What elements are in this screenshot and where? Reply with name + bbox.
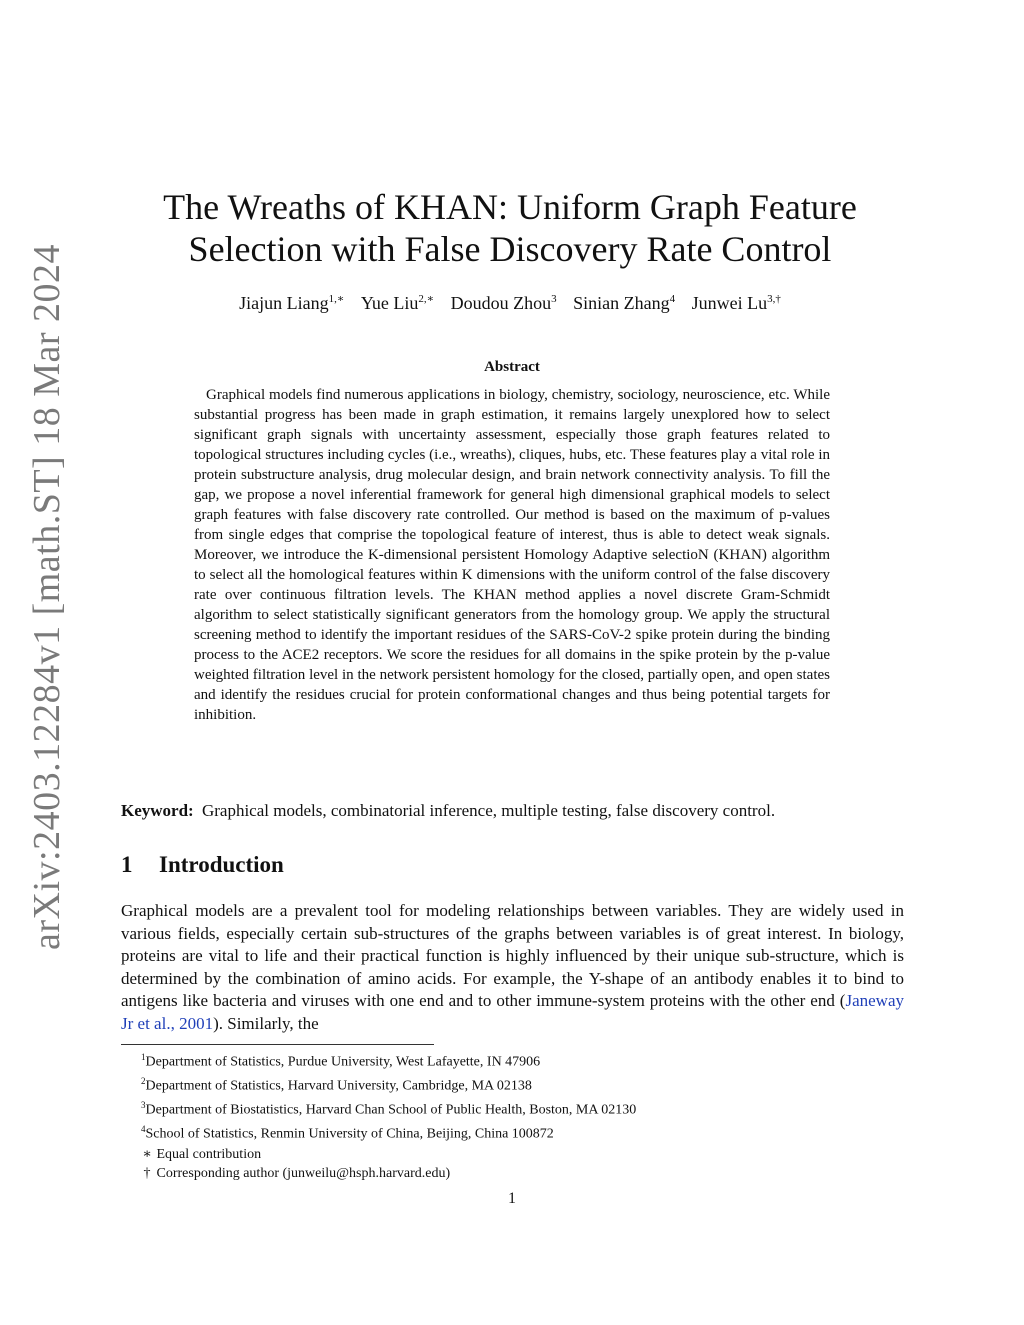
section-title: Introduction — [159, 852, 284, 877]
author: Doudou Zhou$^3$ — [450, 293, 557, 313]
affiliation-footnote: $^4$School of Statistics, Renmin University of China, Beijing, China 100872 — [141, 1124, 554, 1143]
page-number: 1 — [508, 1190, 516, 1207]
abstract-text: Graphical models find numerous applications in biology, chemistry, sociology, neuroscience, etc. While substantial progress has been made in graph estimation, it remains largely unexplored how to select significant graph signals with uncertainty assessment, especially those graph features related to topological structures including cycles (i.e., wreaths), cliques, hubs, etc. These features play a vital role in protein substructure analysis, drug molecular design, and brain network connectivity analysis. To fill the gap, we propose a novel inferential framework for general high dimensional graphical models to select graph features with false discovery rate controlled. Our method is based on the maximum of p-values from single edges that comprise the topological feature of interest, thus is able to detect weak signals. Moreover, we introduce the K-dimensional persistent Homology Adaptive selectioN (KHAN) algorithm to select all the homological features within K dimensions with the uniform control of the false discovery rate over continuous filtration levels. The KHAN method applies a novel discrete Gram-Schmidt algorithm to select statistically significant generators from the homology group. We apply the structural screening method to identify the important residues of the SARS-CoV-2 spike protein during the binding process to the ACE2 receptors. We score the residues for all domains in the spike protein by the p-value weighted filtration level in the network persistent homology for the closed, partially open, and open states and identify the residues crucial for protein conformational changes and thus being potential targets for inhibition. — [194, 387, 830, 723]
arxiv-stamp: arXiv:2403.12284v1 [math.ST] 18 Mar 2024 — [26, 243, 68, 950]
paper-title: The Wreaths of KHAN: Uniform Graph Feature Selection with False Discovery Rate Control — [163, 187, 857, 269]
author: Sinian Zhang$^4$ — [573, 293, 676, 313]
author: Junwei $Lu^{3,\dagger}$ — [691, 293, 781, 313]
introduction-paragraph: Graphical models are a prevalent tool for modeling relationships between variables. They are widely used in various fields, especially certain sub-structures of the graphs between variables is of great interest. In biology, proteins are vital to life and their practical function is highly influenced by their unique sub-structure, which is determined by the combination of amino acids. For example, the Y-shape of an antibody enables it to bind to antigens like bacteria and viruses with one end and to other immune-system proteins with the other end (Janeway Jr et al., 2001). Similarly, the — [121, 901, 904, 1033]
affiliation-footnote: $^3$Department of Biostatistics, Harvard Chan School of Public Health, Boston, MA 02130 — [141, 1100, 637, 1118]
affiliation-footnote: $^1$Department of Statistics, Purdue University, West Lafayette, IN 47906 — [141, 1052, 541, 1070]
corresponding-author-note: † Corresponding author (junweilu@hsph.harvard.edu) — [143, 1166, 451, 1182]
equal-contribution-note: ∗ Equal contribution — [142, 1146, 262, 1162]
footnote-rule — [121, 1044, 434, 1045]
affiliation-footnote: $^2$Department of Statistics, Harvard University, Cambridge, MA 02138 — [141, 1076, 532, 1094]
footnotes — [141, 1048, 901, 1184]
author: Jiajun Liang$^{1,∗}$ — [239, 293, 345, 313]
keywords-text: Graphical models, combinatorial inference, multiple testing, false discovery control. — [201, 801, 776, 820]
author: Yue Liu$^{2,∗}$ — [360, 293, 435, 313]
section-heading — [121, 852, 284, 878]
abstract-heading: Abstract — [484, 359, 540, 375]
keywords-label: Keyword: — [121, 801, 194, 820]
section-number: 1 — [121, 852, 133, 877]
citation-link[interactable]: Janeway Jr et al., 2001 — [121, 991, 904, 1033]
author-list — [140, 292, 880, 314]
keywords — [121, 800, 904, 822]
